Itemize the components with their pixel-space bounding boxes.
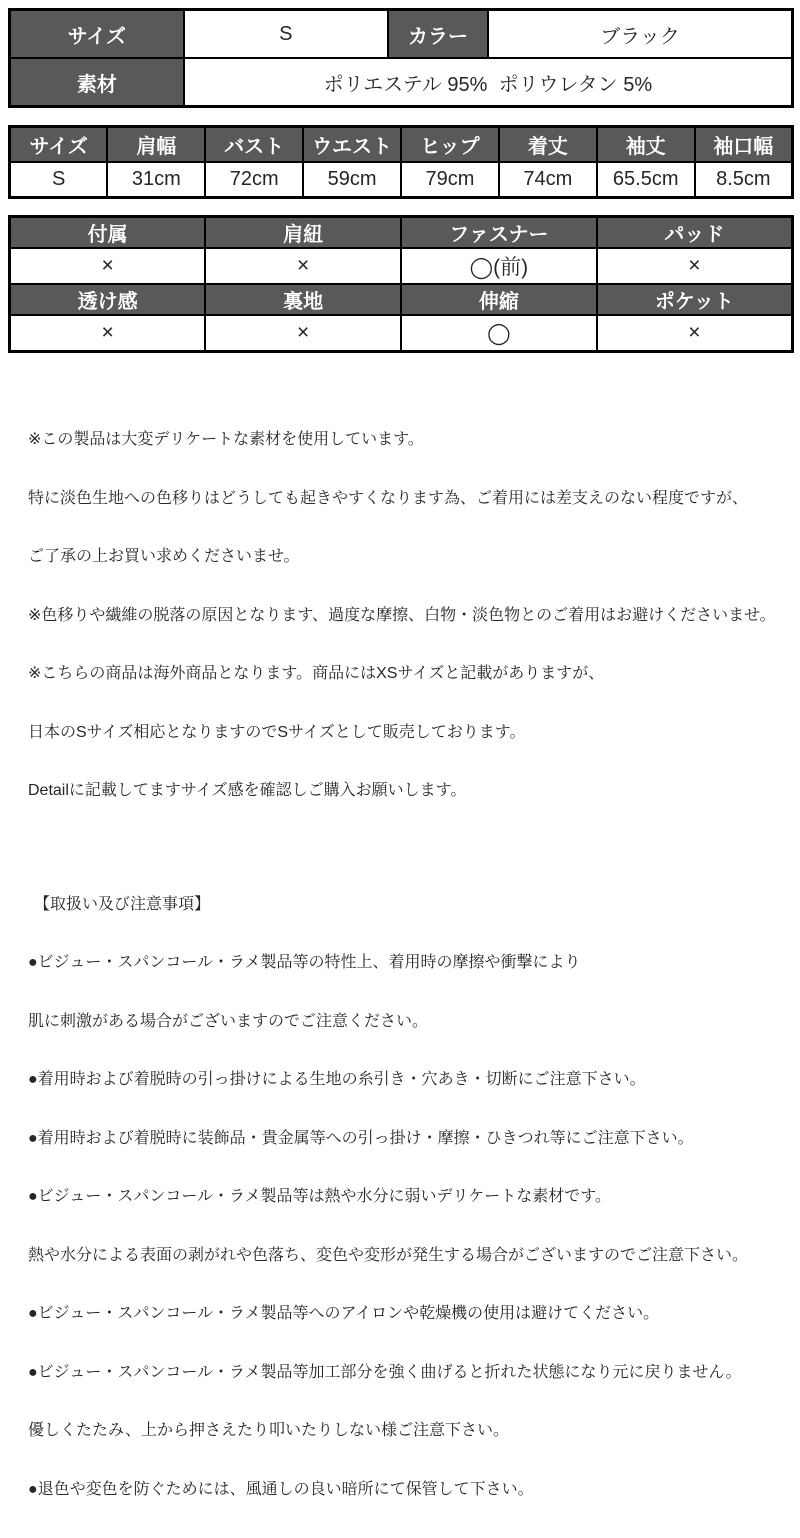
table-value-cell: 65.5cm	[597, 162, 695, 198]
care-line: ●着用時および着脱時に装飾品・貴金属等への引っ掛け・摩擦・ひきつれ等にご注意下さい。	[28, 1129, 800, 1149]
care-line: ●ビジュー・スパンコール・ラメ製品等加工部分を強く曲げると折れた状態になり元に戻りません。	[28, 1363, 800, 1383]
note-line: Detailに記載してますサイズ感を確認しご購入お願いします。	[28, 781, 800, 801]
care-line: ●ビジュー・スパンコール・ラメ製品等は熱や水分に弱いデリケートな素材です。	[28, 1187, 800, 1207]
note-line: ご了承の上お買い求めくださいませ。	[28, 547, 800, 567]
table-value-cell: 31cm	[107, 162, 205, 198]
table-value-cell: ×	[10, 315, 206, 352]
product-notes	[28, 391, 800, 840]
table-header-cell: 肩幅	[107, 127, 205, 163]
table-header-cell: 着丈	[499, 127, 597, 163]
measurements-table	[8, 125, 794, 199]
table-value-cell: 72cm	[205, 162, 303, 198]
table-header-cell: バスト	[205, 127, 303, 163]
care-line: ●着用時および着脱時の引っ掛けによる生地の糸引き・穴あき・切断にご注意下さい。	[28, 1070, 800, 1090]
table-value-cell: ×	[205, 248, 401, 284]
care-line: ●ビジュー・スパンコール・ラメ製品等へのアイロンや乾燥機の使用は避けてください。	[28, 1304, 800, 1324]
table-header-cell: 袖口幅	[695, 127, 793, 163]
table-value-cell: S	[10, 162, 108, 198]
table-row	[10, 162, 793, 198]
table-header-cell: 裏地	[205, 284, 401, 315]
size-label-cell: サイズ	[10, 10, 184, 59]
table-value-cell: ◯(前)	[401, 248, 597, 284]
table-header-cell: ヒップ	[401, 127, 499, 163]
table-header-cell: ウエスト	[303, 127, 401, 163]
table-header-cell: 伸縮	[401, 284, 597, 315]
table-value-cell: 59cm	[303, 162, 401, 198]
care-line: ●退色や変色を防ぐためには、風通しの良い暗所にて保管して下さい。	[28, 1480, 800, 1500]
table-value-cell: 8.5cm	[695, 162, 793, 198]
table-value-cell: ×	[205, 315, 401, 352]
note-line: 特に淡色生地への色移りはどうしても起きやすくなります為、ご着用には差支えのない程度ですが、	[28, 489, 800, 509]
table-header-cell: 透け感	[10, 284, 206, 315]
table-row	[10, 315, 793, 352]
note-line: 日本のSサイズ相応となりますのでSサイズとして販売しております。	[28, 723, 800, 743]
table-value-cell: 74cm	[499, 162, 597, 198]
table-header-cell: パッド	[597, 217, 793, 249]
features-table	[8, 215, 794, 353]
care-line: 熱や水分による表面の剥がれや色落ち、変色や変形が発生する場合がございますのでご注意下さい。	[28, 1246, 800, 1266]
table-header-row	[10, 127, 793, 163]
table-value-cell: ×	[597, 315, 793, 352]
table-value-cell: 79cm	[401, 162, 499, 198]
care-title: 【取扱い及び注意事項】	[28, 895, 800, 915]
care-instructions	[28, 856, 800, 1538]
size-value-cell: S	[184, 10, 388, 59]
material-label-cell: 素材	[10, 58, 184, 107]
note-line: ※この製品は大変デリケートな素材を使用しています。	[28, 430, 800, 450]
table-value-cell: ×	[10, 248, 206, 284]
table-header-cell: 肩紐	[205, 217, 401, 249]
table-header-cell: サイズ	[10, 127, 108, 163]
table-header-row	[10, 217, 793, 249]
table-header-cell: 付属	[10, 217, 206, 249]
care-line: 優しくたたみ、上から押さえたり叩いたりしない様ご注意下さい。	[28, 1421, 800, 1441]
color-label-cell: カラー	[388, 10, 488, 59]
spec-table	[8, 8, 794, 108]
table-row	[10, 248, 793, 284]
color-value-cell: ブラック	[488, 10, 792, 59]
table-row	[10, 10, 793, 59]
table-header-cell: 袖丈	[597, 127, 695, 163]
table-header-row	[10, 284, 793, 315]
table-value-cell: ×	[597, 248, 793, 284]
note-line: ※こちらの商品は海外商品となります。商品にはXSサイズと記載がありますが、	[28, 664, 800, 684]
care-line: ●ビジュー・スパンコール・ラメ製品等の特性上、着用時の摩擦や衝撃により	[28, 953, 800, 973]
table-value-cell: ◯	[401, 315, 597, 352]
note-line: ※色移りや繊維の脱落の原因となります、過度な摩擦、白物・淡色物とのご着用はお避けくださいませ。	[28, 606, 800, 626]
table-header-cell: ファスナー	[401, 217, 597, 249]
table-header-cell: ポケット	[597, 284, 793, 315]
table-row	[10, 58, 793, 107]
product-spec-sheet	[0, 8, 800, 1075]
material-value-cell: ポリエステル 95% ポリウレタン 5%	[184, 58, 793, 107]
care-line: 肌に刺激がある場合がございますのでご注意ください。	[28, 1012, 800, 1032]
